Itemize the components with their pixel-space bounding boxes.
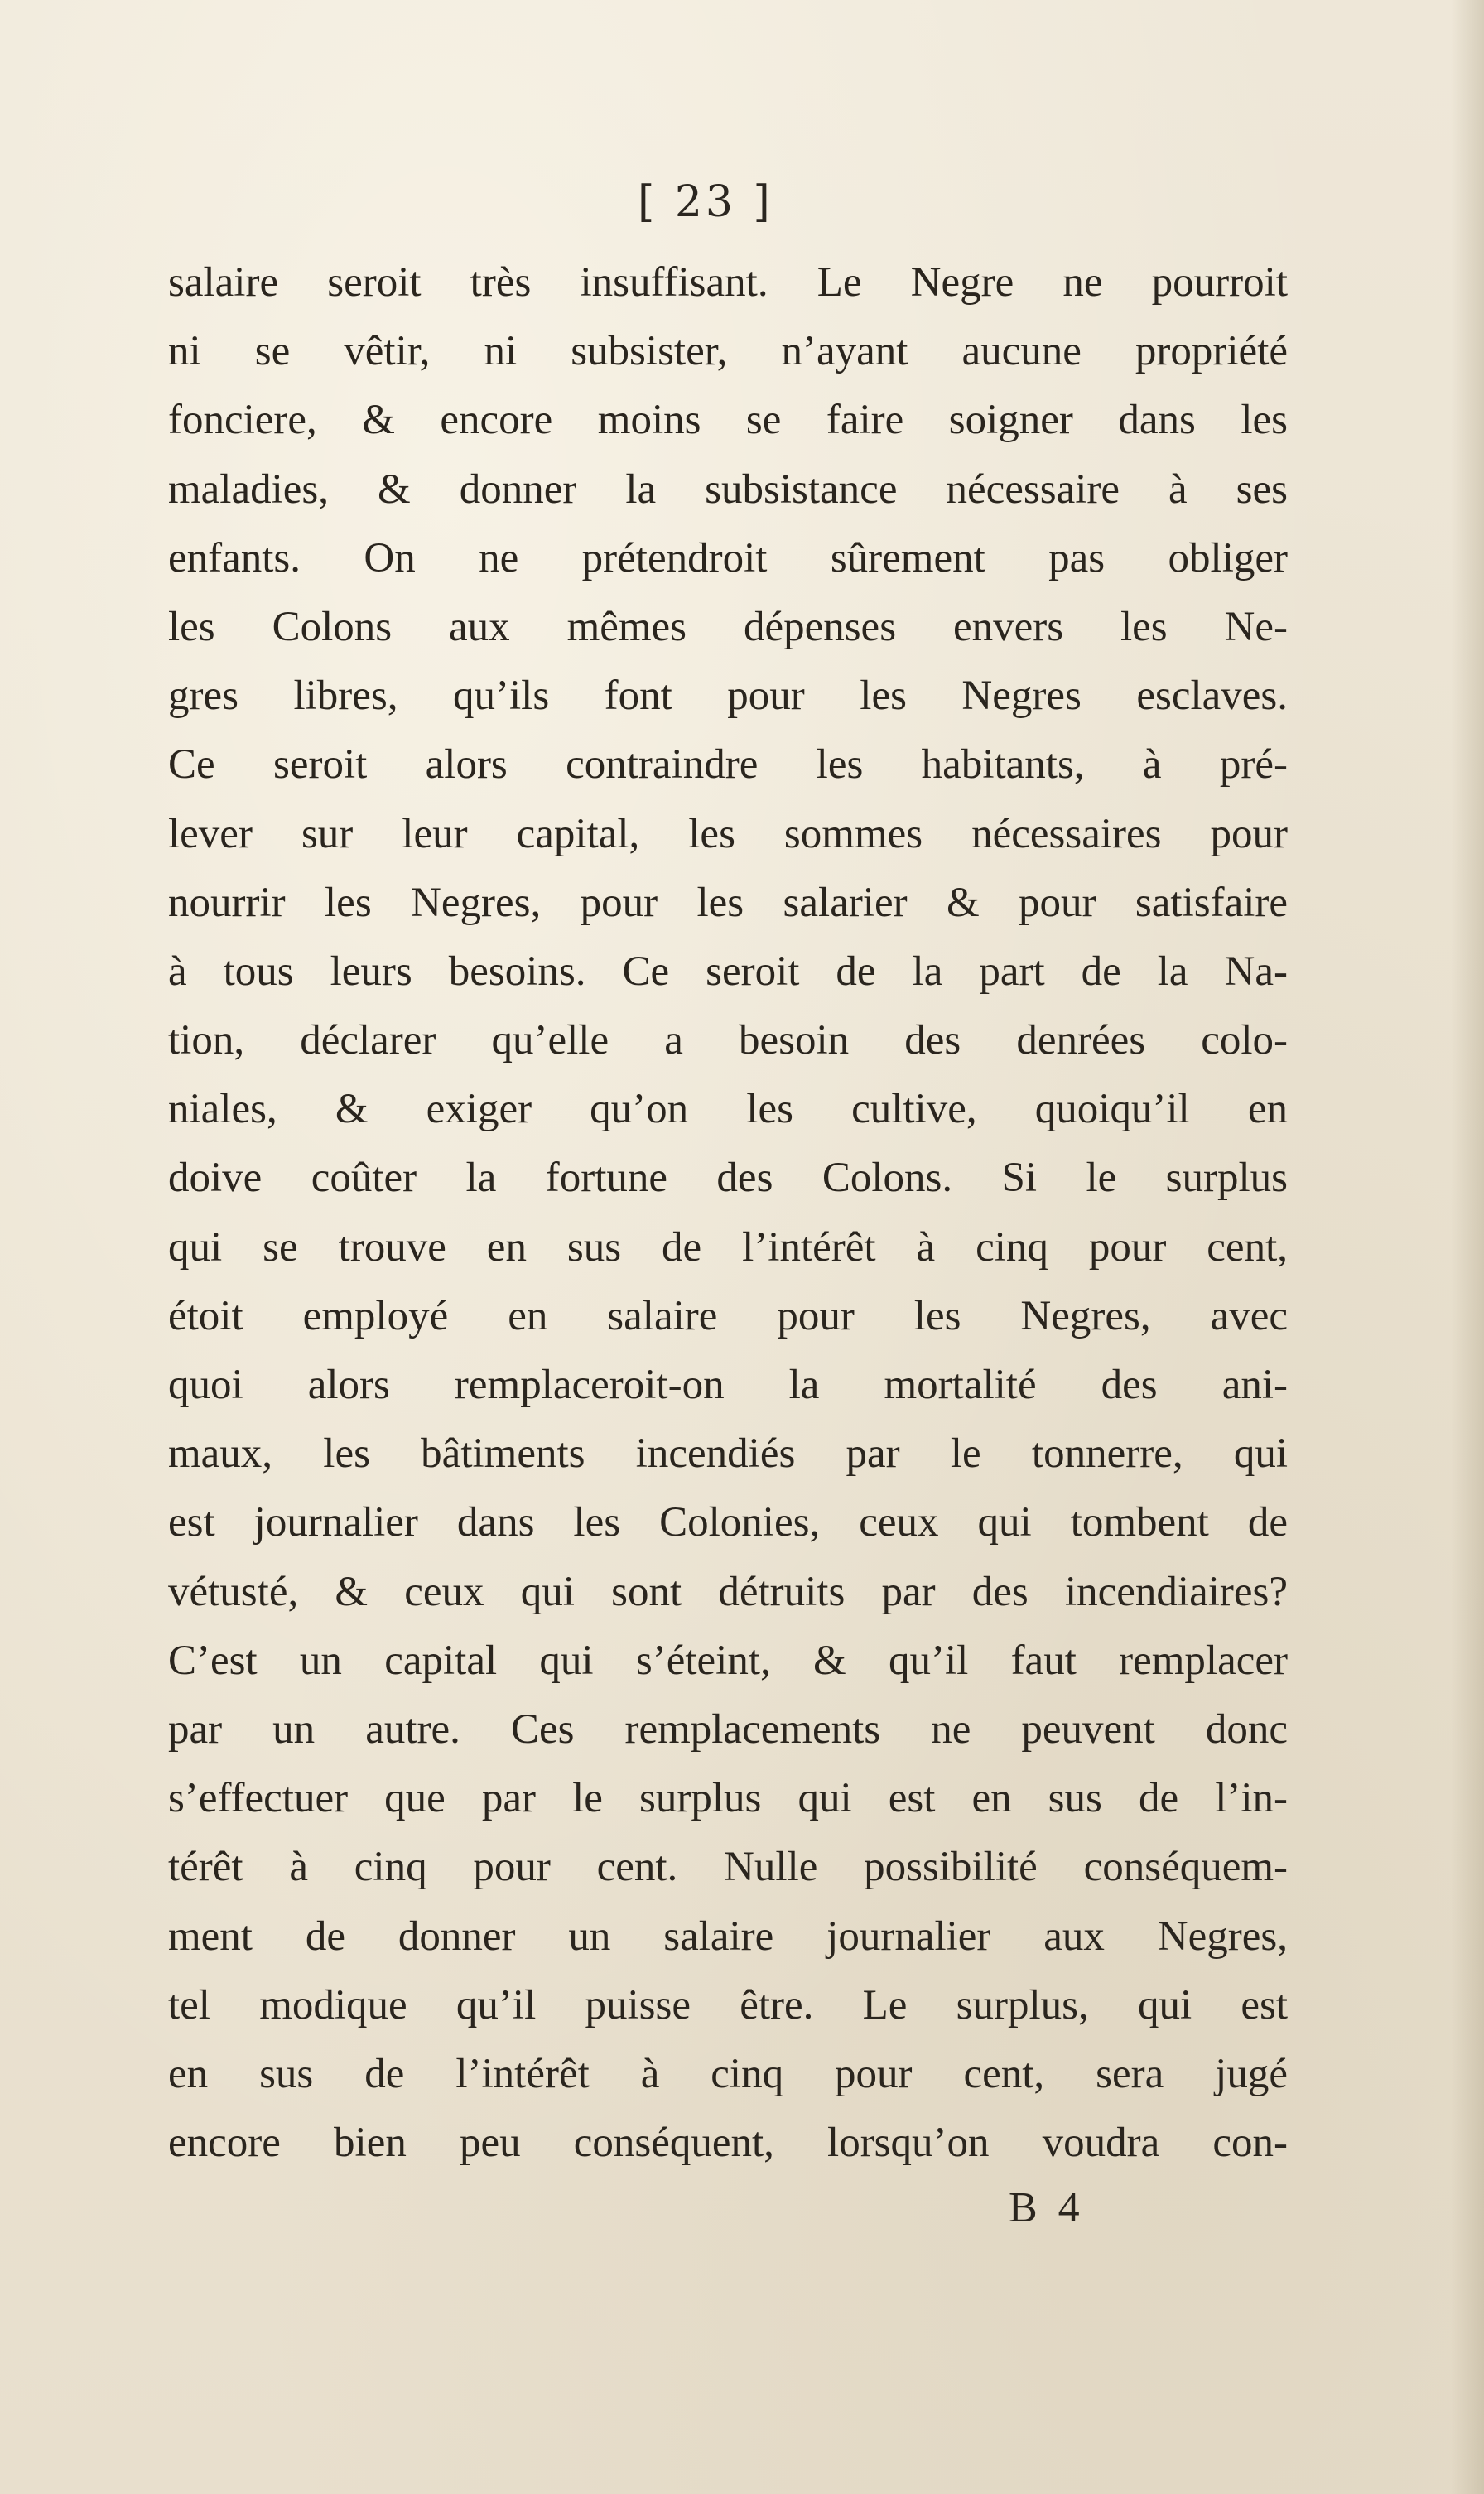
text-line: enfants. On ne prétendroit sûrement pas obliger bbox=[168, 534, 1288, 581]
text-line: est journalier dans les Colonies, ceux qui tombent de bbox=[168, 1499, 1288, 1546]
text-line: qui se trouve en sus de l’intérêt à cinq pour cent, bbox=[168, 1223, 1288, 1271]
text-line: térêt à cinq pour cent. Nulle possibilité conséquem- bbox=[168, 1844, 1288, 1891]
body-text bbox=[168, 248, 1288, 2178]
text-line: nourrir les Negres, pour les salarier & pour satisfaire bbox=[168, 879, 1288, 926]
text-line: C’est un capital qui s’éteint, & qu’il faut remplacer bbox=[168, 1637, 1288, 1684]
text-line: quoi alors remplaceroit-on la mortalité des ani- bbox=[168, 1362, 1288, 1408]
text-line: doive coûter la fortune des Colons. Si le surplus bbox=[168, 1155, 1288, 1202]
text-line: en sus de l’intérêt à cinq pour cent, sera jugé bbox=[168, 2050, 1288, 2097]
text-line: fonciere, & encore moins se faire soigner dans les bbox=[168, 397, 1288, 444]
text-line: Ce seroit alors contraindre les habitants, à pré- bbox=[168, 741, 1288, 789]
text-line: s’effectuer que par le surplus qui est en sus de l’in- bbox=[168, 1775, 1288, 1822]
text-line: les Colons aux mêmes dépenses envers les Ne- bbox=[168, 603, 1288, 650]
page-edge-shadow bbox=[1451, 0, 1484, 2494]
text-line: ment de donner un salaire journalier aux Negres, bbox=[168, 1913, 1288, 1960]
text-line: tion, déclarer qu’elle a besoin des denrées colo- bbox=[168, 1017, 1288, 1064]
page-number: [ 23 ] bbox=[638, 177, 773, 227]
text-line: salaire seroit très insuffisant. Le Negre ne pourroit bbox=[168, 259, 1288, 306]
text-line: tel modique qu’il puisse être. Le surplus, qui est bbox=[168, 1981, 1288, 2028]
text-line: encore bien peu conséquent, lorsqu’on voudra con- bbox=[168, 2120, 1288, 2167]
text-line: lever sur leur capital, les sommes nécessaires pour bbox=[168, 810, 1288, 857]
text-line: maladies, & donner la subsistance nécessaire à ses bbox=[168, 466, 1288, 513]
text-line: niales, & exiger qu’on les cultive, quoiqu’il en bbox=[168, 1086, 1288, 1133]
text-line: ni se vêtir, ni subsister, n’ayant aucune propriété bbox=[168, 328, 1288, 375]
text-line: par un autre. Ces remplacements ne peuvent donc bbox=[168, 1705, 1288, 1753]
text-line: à tous leurs besoins. Ce seroit de la part de la Na- bbox=[168, 948, 1288, 995]
text-line: vétusté, & ceux qui sont détruits par des incendiaires? bbox=[168, 1568, 1288, 1615]
text-line: gres libres, qu’ils font pour les Negres esclaves. bbox=[168, 673, 1288, 720]
text-line: maux, les bâtiments incendiés par le tonnerre, qui bbox=[168, 1430, 1288, 1478]
text-line: étoit employé en salaire pour les Negres, avec bbox=[168, 1292, 1288, 1339]
signature-mark: B 4 bbox=[1009, 2184, 1085, 2231]
